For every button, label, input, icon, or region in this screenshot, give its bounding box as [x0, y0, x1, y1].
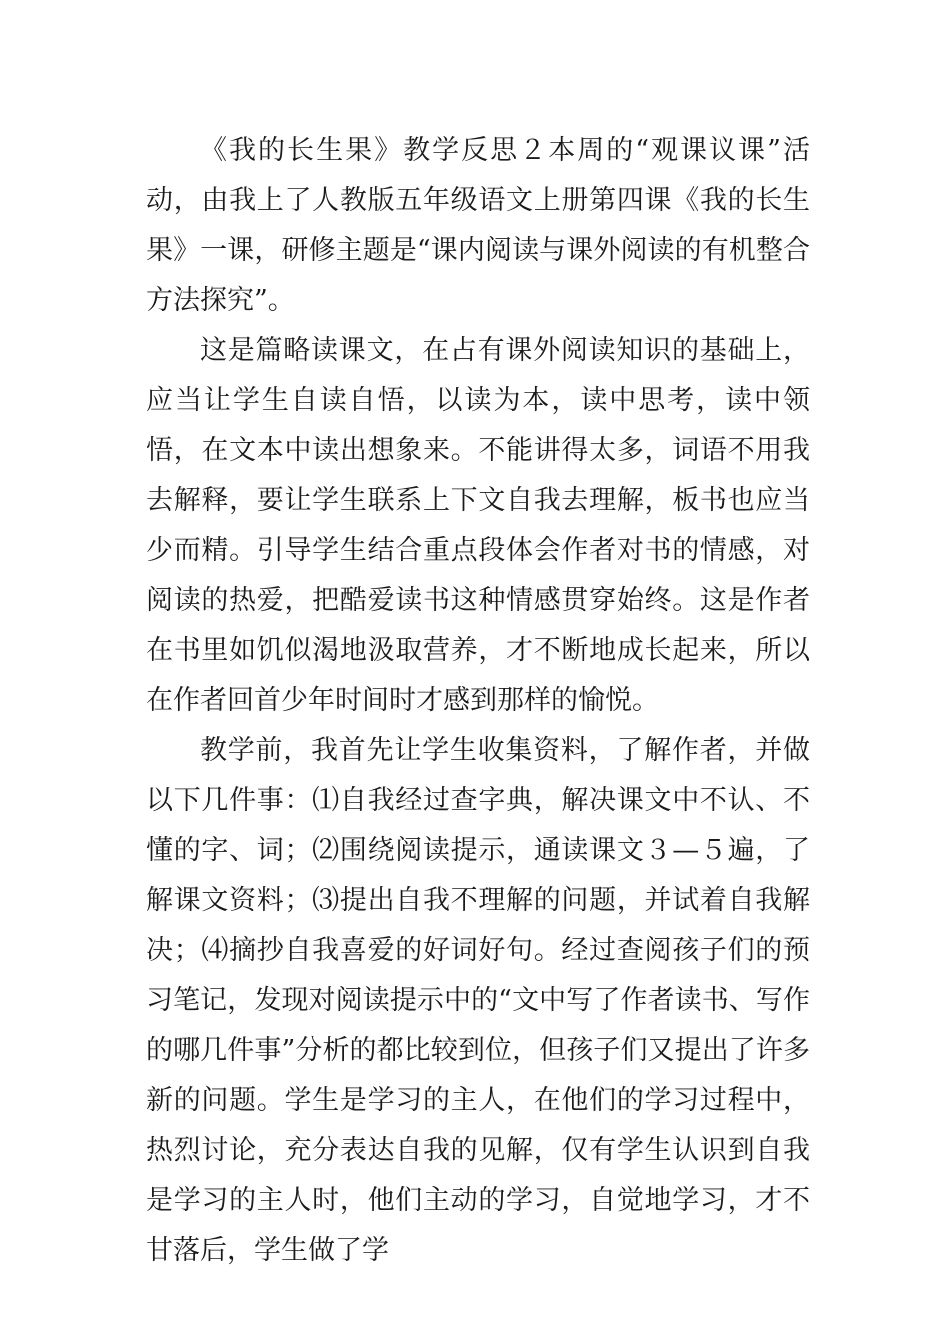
paragraph-1: 《我的长生果》教学反思２本周的“观课议课”活动，由我上了人教版五年级语文上册第四课《我的长生果》一课，研修主题是“课内阅读与课外阅读的有机整合方法探究”。	[146, 135, 810, 316]
paragraph-2: 这是篇略读课文，在占有课外阅读知识的基础上，应当让学生自读自悟，以读为本，读中思考，读中领悟，在文本中读出想象来。不能讲得太多，词语不用我去解释，要让学生联系上下文自我去理解，板书也应当少而精。引导学生结合重点段体会作者对书的情感，对阅读的热爱，把酷爱读书这种情感贯穿始终。这是作者在书里如饥似渴地汲取营养，才不断地成长起来，所以在作者回首少年时间时才感到那样的愉悦。	[146, 335, 810, 716]
paragraph-3: 教学前，我首先让学生收集资料，了解作者，并做以下几件事：⑴自我经过查字典，解决课文中不认、不懂的字、词；⑵围绕阅读提示，通读课文３—５遍，了解课文资料；⑶提出自我不理解的问题，并试着自我解决；⑷摘抄自我喜爱的好词好句。经过查阅孩子们的预习笔记，发现对阅读提示中的“文中写了作者读书、写作的哪几件事”分析的都比较到位，但孩子们又提出了许多新的问题。学生是学习的主人，在他们的学习过程中，热烈讨论，充分表达自我的见解，仅有学生认识到自我是学习的主人时，他们主动的学习，自觉地学习，才不甘落后，学生做了学	[146, 735, 810, 1266]
body-text	[146, 126, 810, 1276]
